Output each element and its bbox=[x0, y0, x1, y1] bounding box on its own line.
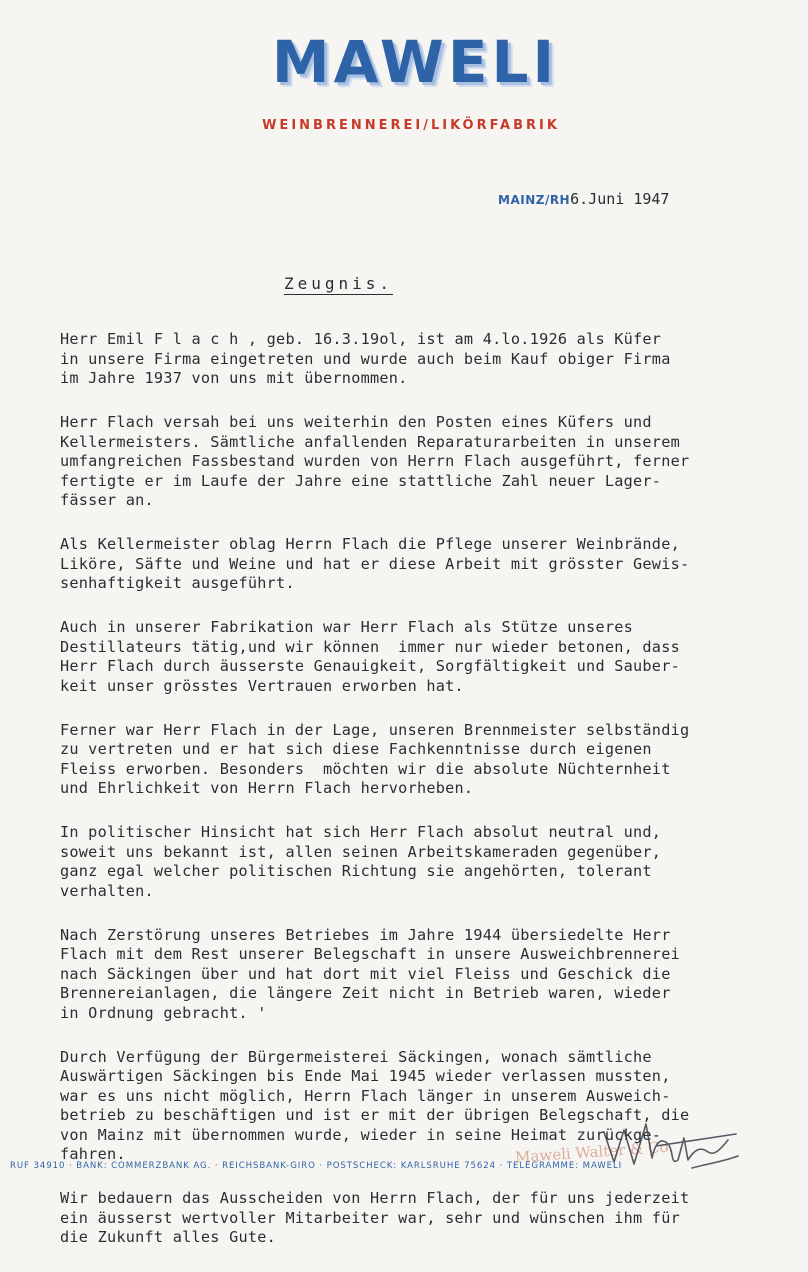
paragraph-line: nach Säckingen über und hat dort mit viel Fleiss und Geschick die bbox=[60, 964, 671, 983]
paragraph-line: im Jahre 1937 von uns mit übernommen. bbox=[60, 369, 408, 387]
company-logo: MAWELI bbox=[271, 28, 559, 96]
paragraph-line: Herr Flach durch äusserste Genauigkeit, Sorgfältigkeit und Sauber- bbox=[60, 657, 680, 675]
letter-paragraph bbox=[60, 823, 805, 901]
paragraph-line: fertigte er im Laufe der Jahre eine stattliche Zahl neuer Lager- bbox=[60, 471, 662, 490]
paragraph-line: Liköre, Säfte und Weine und hat er diese Arbeit mit grösster Gewis- bbox=[60, 554, 690, 573]
paragraph-line: und Ehrlichkeit von Herrn Flach hervorheben. bbox=[60, 779, 474, 797]
paragraph-line: ganz egal welcher politischen Richtung sie angehörten, tolerant bbox=[60, 862, 652, 880]
paragraph-line: umfangreichen Fassbestand wurden von Herrn Flach ausgeführt, ferner bbox=[60, 452, 690, 470]
letterhead-footer: RUF 34910 · BANK: COMMERZBANK AG. · REICHSBANK-GIRO · POSTSCHECK: KARLSRUHE 75624 · TELEGRAMME: MAWELI bbox=[10, 1161, 623, 1171]
paragraph-line: Destillateurs tätig,und wir können immer nur wieder betonen, dass bbox=[60, 637, 680, 656]
paragraph-line: Auch in unserer Fabrikation war Herr Flach als Stütze unseres bbox=[60, 618, 634, 636]
paragraph-line: Als Kellermeister oblag Herrn Flach die Pflege unserer Weinbrände, bbox=[60, 535, 680, 553]
letter-paragraph bbox=[60, 618, 805, 696]
company-stamp: Maweli Walter & Co. bbox=[514, 1137, 674, 1167]
paragraph-line: Flach mit dem Rest unserer Belegschaft in unsere Ausweichbrennerei bbox=[60, 945, 680, 963]
document-title: Zeugnis. bbox=[284, 274, 394, 293]
letter-date: 6.Juni 1947 bbox=[570, 190, 670, 208]
paragraph-line: von Mainz mit übernommen wurde, wieder in seine Heimat zurückge- bbox=[60, 1125, 662, 1144]
paragraph-line: war es uns nicht möglich, Herrn Flach länger in unserem Ausweich- bbox=[60, 1086, 671, 1105]
paragraph-line: Herr Flach versah bei uns weiterhin den Posten eines Küfers und bbox=[60, 413, 652, 431]
paragraph-line: Durch Verfügung der Bürgermeisterei Säckingen, wonach sämtliche bbox=[60, 1047, 652, 1066]
paragraph-line: Brennereianlagen, die längere Zeit nicht in Betrieb waren, wieder bbox=[60, 984, 671, 1002]
paragraph-line: betrieb zu beschäftigen und ist er mit der übrigen Belegschaft, die bbox=[60, 1106, 690, 1124]
paragraph-line: Nach Zerstörung unseres Betriebes im Jahre 1944 übersiedelte Herr bbox=[60, 925, 671, 944]
letterhead bbox=[0, 28, 808, 96]
paragraph-line: die Zukunft alles Gute. bbox=[60, 1228, 277, 1246]
paragraph-line: fässer an. bbox=[60, 491, 154, 509]
paragraph-line: Herr Emil F l a c h , geb. 16.3.19ol, ist am 4.lo.1926 als Küfer bbox=[60, 330, 662, 348]
paragraph-line: in unsere Firma eingetreten und wurde auch beim Kauf obiger Firma bbox=[60, 349, 671, 368]
letter-paragraph bbox=[60, 926, 805, 1024]
letter-paragraph bbox=[60, 1189, 805, 1248]
paragraph-line: soweit uns bekannt ist, allen seinen Arbeitskameraden gegenüber, bbox=[60, 842, 662, 861]
letter-paragraph bbox=[60, 330, 805, 389]
paragraph-line: senhaftigkeit ausgeführt. bbox=[60, 574, 295, 592]
city-imprint: MAINZ/RH bbox=[498, 193, 571, 207]
paragraph-line: In politischer Hinsicht hat sich Herr Flach absolut neutral und, bbox=[60, 823, 662, 841]
paragraph-line: Fleiss erworben. Besonders möchten wir die absolute Nüchternheit bbox=[60, 759, 671, 778]
paragraph-line: Auswärtigen Säckingen bis Ende Mai 1945 wieder verlassen mussten, bbox=[60, 1067, 671, 1085]
dateline bbox=[498, 190, 669, 208]
paragraph-line: Ferner war Herr Flach in der Lage, unseren Brennmeister selbständig bbox=[60, 720, 690, 739]
paragraph-line: verhalten. bbox=[60, 881, 154, 900]
paragraph-line: ein äusserst wertvoller Mitarbeiter war, sehr und wünschen ihm für bbox=[60, 1208, 680, 1227]
paragraph-line: Kellermeisters. Sämtliche anfallenden Reparaturarbeiten in unserem bbox=[60, 432, 680, 451]
paragraph-line: Wir bedauern das Ausscheiden von Herrn Flach, der für uns jederzeit bbox=[60, 1189, 690, 1207]
paragraph-line: zu vertreten und er hat sich diese Fachkenntnisse durch eigenen bbox=[60, 740, 652, 758]
paragraph-line: in Ordnung gebracht. ' bbox=[60, 1003, 267, 1022]
paragraph-line: fahren. bbox=[60, 1145, 126, 1163]
paragraph-line: keit unser grösstes Vertrauen erworben hat. bbox=[60, 676, 464, 695]
letter-paragraph bbox=[60, 413, 805, 511]
company-subtitle: WEINBRENNEREI/LIKÖRFABRIK bbox=[262, 118, 560, 133]
letter-paragraph bbox=[60, 721, 805, 799]
letter-paragraph bbox=[60, 535, 805, 594]
